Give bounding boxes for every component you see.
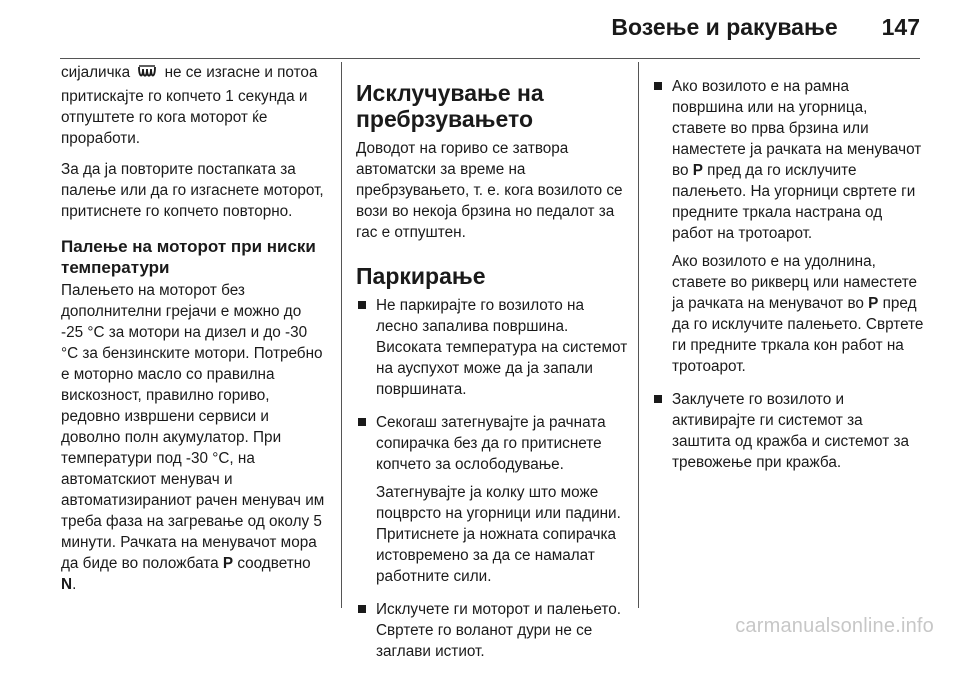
column-1 xyxy=(61,62,327,605)
list-item: Ако возилото е на рамна површина или на угорница, ставете во прва брзина или наместете ја рачката на менувачот во P пред да го исклучите палењето. На угорници свртете ги предните тркала настрана од работ на тротоарот. Ако возилото е на удолнина, ставете во рикверц или наместете ја рачката на менувачот во P пред да го исклучите палењето. Свртете ги предните тркала кон работ на тротоарот. xyxy=(652,76,924,377)
paragraph-preglow: сијаличка не се изгасне и потоа притискајте го копчето 1 секунда и отпуштете го кога моторот ќе проработи. xyxy=(61,64,318,147)
paragraph-fuel-cutoff: Доводот на гориво се затвора автоматски за време на пребрзувањето, т. е. кога возилото се вози во некоја брзина но педалот за гас е отпуштен. xyxy=(356,140,623,241)
parking-list-continued xyxy=(652,76,924,473)
list-item: Секогаш затегнувајте ја рачната сопирачка без да го притиснете копчето за ослободување. Затегнувајте ја колку што може поцврсто на угорници или падини. Притиснете ја ножната сопирачка истовремено за да се намалат работните сили. xyxy=(356,412,628,587)
watermark: carmanualsonline.info xyxy=(735,615,934,637)
bullet-icon xyxy=(654,82,662,90)
header-rule xyxy=(60,58,920,59)
list-item: Не паркирајте го возилото на лесно запалива површина. Високата температура на системот на ауспухот може да ја запали површината. xyxy=(356,295,628,400)
paragraph-repeat: За да ја повторите постапката за палење или да го изгаснете моторот, притиснете го копчето повторно. xyxy=(61,161,324,220)
paragraph-cold-start: Палењето на моторот без дополнителни грејачи е можно до -25 °C за мотори на дизел и до -30 °C за бензинските мотори. Потребно е моторно масло со правилна вискозност, правилно гориво, редовно извршени сервиси и доволно полн акумулатор. При температури под -30 °C, на автоматскиот менувач и автоматизираниот рачен менувач им треба фаза на загревање од околу 5 минути. Рачката на менувачот мора да биде во положбата P соодветно N. xyxy=(61,282,325,593)
column-divider-1 xyxy=(341,62,342,608)
column-3 xyxy=(652,76,924,485)
list-item: Заклучете го возилото и активирајте ги системот за заштита од кражба и системот за тревожење при кражба. xyxy=(652,389,924,473)
preglow-coil-icon xyxy=(137,64,157,86)
bullet-icon xyxy=(654,395,662,403)
parking-list xyxy=(356,295,628,662)
heading-fuel-cutoff: Исклучување на пребрзувањето xyxy=(356,80,544,132)
page-number: 147 xyxy=(881,14,920,40)
bullet-icon xyxy=(358,301,366,309)
heading-cold-start: Палење на моторот при ниски температури xyxy=(61,237,316,277)
chapter-title: Возење и ракување xyxy=(611,14,838,40)
column-2 xyxy=(356,62,628,674)
heading-parking: Паркирање xyxy=(356,263,486,289)
list-item: Исклучете ги моторот и палењето. Свртете го воланот дури не се заглави истиот. xyxy=(356,599,628,662)
bullet-icon xyxy=(358,605,366,613)
page-header xyxy=(611,14,920,41)
column-divider-2 xyxy=(638,62,639,608)
bullet-icon xyxy=(358,418,366,426)
